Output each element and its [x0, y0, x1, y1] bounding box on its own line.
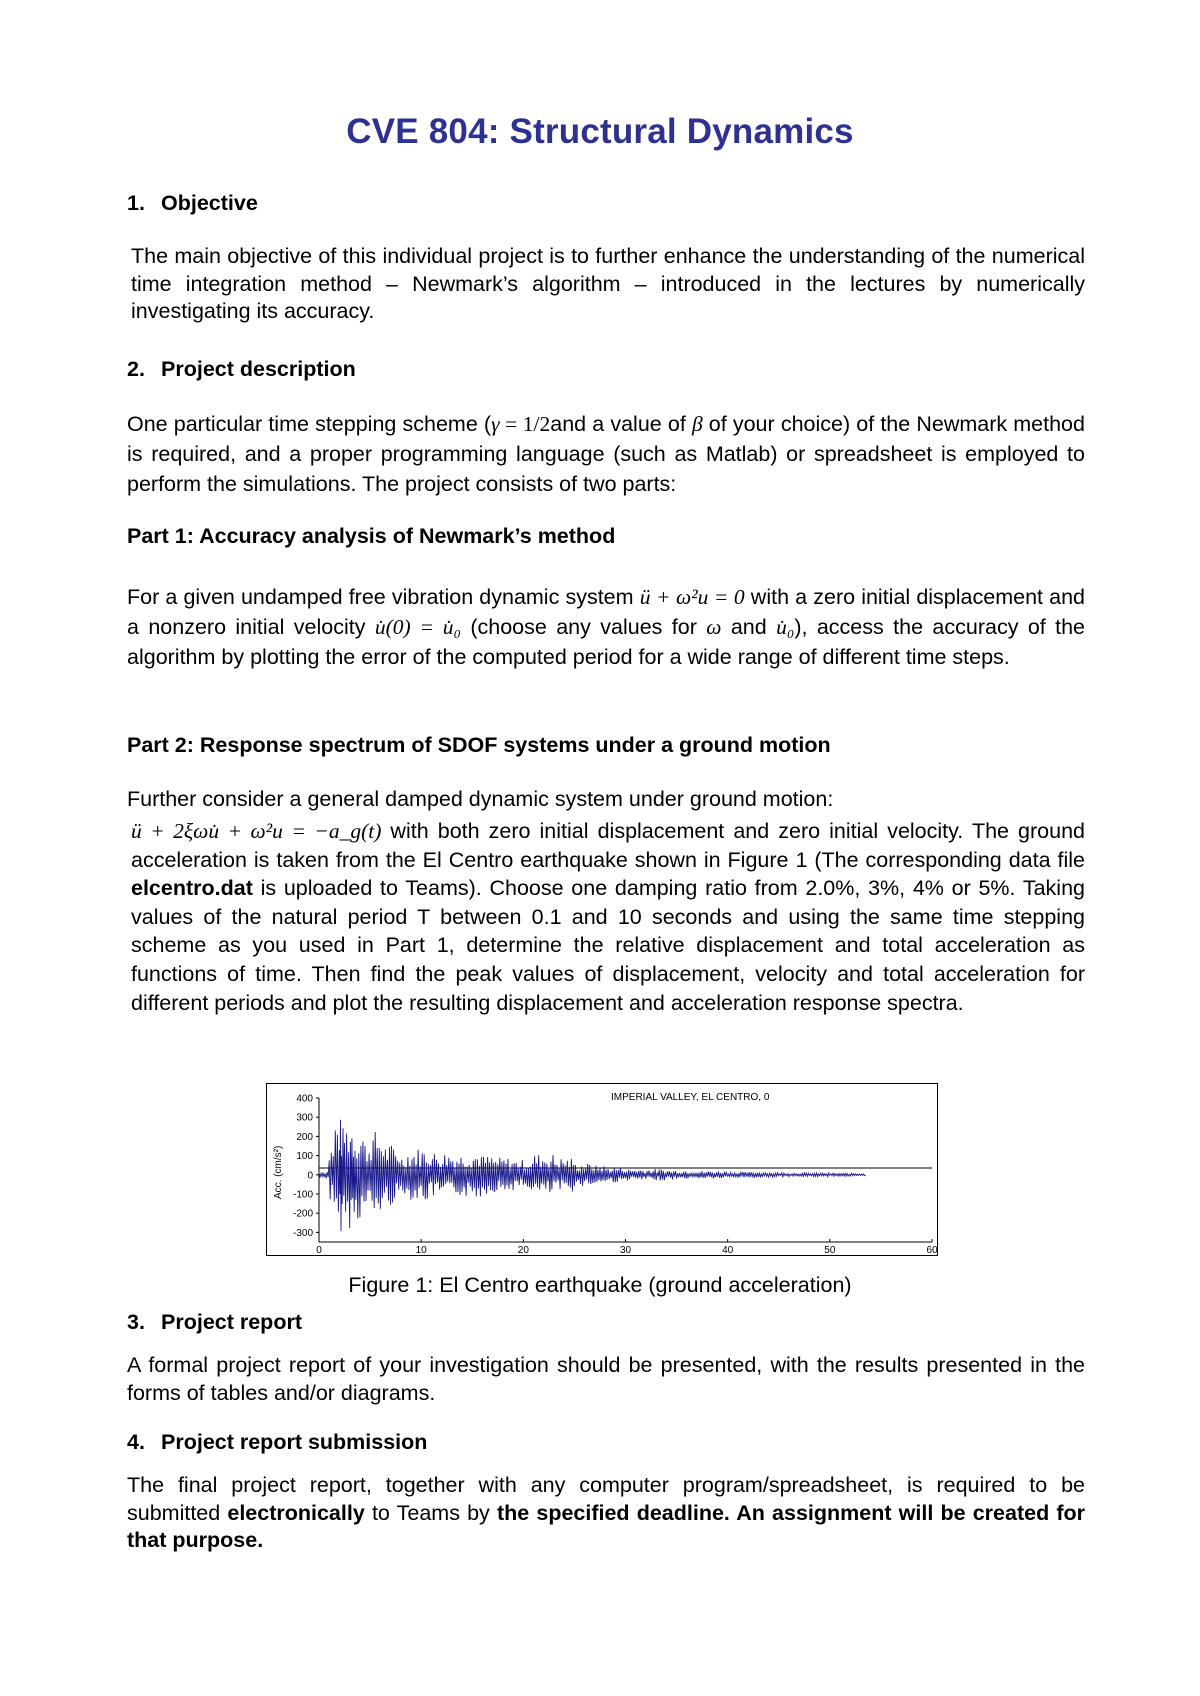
data-file-name: elcentro.dat — [131, 876, 253, 901]
damped-system-equation: ü + 2ξωu̇ + ω²u = −a_g(t) — [131, 819, 382, 843]
y-axis-label: Acc. (cm/s²) — [273, 1145, 284, 1199]
x-tick-label: 30 — [619, 1245, 632, 1256]
part2-intro: Further consider a general damped dynamic system under ground motion: — [127, 787, 834, 811]
part2-paragraph: ü + 2ξωu̇ + ω²u = −a_g(t) with both zero initial displacement and zero initial velocity. The ground acceleration is taken from the El Centro earthquake shown in Figure 1 (The corresponding data file elcentro.dat is uploaded to Teams). Choose one damping ratio from 2.0%, 3%, 4% or 5%. Taking values of the natural period T between 0.1 and 10 seconds and using the same time stepping scheme as you used in Part 1, determine the relative displacement and total acceleration as functions of time. Then find the peak values of displacement, velocity and total acceleration for different periods and plot the resulting displacement and acceleration response spectra. — [131, 819, 1085, 1015]
section-title: Project report submission — [161, 1430, 428, 1454]
section-project-description — [127, 356, 1085, 384]
y-tick-label: 300 — [296, 1112, 313, 1124]
report-paragraph: A formal project report of your investigation should be presented, with the results presented in the forms of tables and/or diagrams. — [127, 1353, 1085, 1405]
section-heading — [127, 190, 1085, 218]
gamma-symbol: γ — [491, 412, 500, 436]
description-paragraph: One particular time stepping scheme (γ = 1/2and a value of β of your choice) of the Newmark method is required, and a proper programming language (such as Matlab) or spreadsheet is employed to perform the simulations. The project consists of two parts: — [127, 412, 1085, 496]
y-tick-label: 200 — [296, 1131, 313, 1143]
section-number: 2. — [127, 357, 145, 381]
y-tick-label: 400 — [296, 1093, 313, 1105]
section-number: 3. — [127, 1310, 145, 1334]
y-tick-label: 0 — [307, 1170, 313, 1182]
initial-velocity-equation: u̇(0) = u̇₀ — [374, 615, 461, 639]
acceleration-chart — [267, 1084, 936, 1254]
x-tick-label: 60 — [926, 1245, 938, 1256]
section-title: Project description — [161, 357, 356, 381]
part1-paragraph: For a given undamped free vibration dynamic system ü + ω²u = 0 with a zero initial displacement and a nonzero initial velocity u̇(0) = u̇₀ (choose any values for ω and u̇₀), access the accuracy of the algorithm by plotting the error of the computed period for a wide range of different time steps. — [127, 585, 1086, 669]
free-vibration-equation: ü + ω²u = 0 — [639, 585, 745, 609]
section-title: Project report — [161, 1310, 302, 1334]
submission-paragraph: The final project report, together with any computer program/spreadsheet, is required to be submitted electronically to Teams by the specified deadline. An assignment will be created for that purpose. — [127, 1473, 1086, 1552]
y-tick-label: 100 — [296, 1151, 313, 1163]
y-ticks — [293, 1094, 319, 1239]
section-number: 1. — [127, 191, 145, 215]
section-objective — [127, 190, 1085, 218]
objective-paragraph: The main objective of this individual project is to further enhance the understanding of the numerical time integration method – Newmark’s algorithm – introduced in the lectures by numerically investigating its accuracy. — [131, 244, 1085, 323]
x-tick-label: 10 — [415, 1245, 427, 1256]
section-project-report — [127, 1309, 1085, 1337]
y-tick-label: -100 — [292, 1189, 313, 1201]
figure-el-centro — [266, 1083, 938, 1256]
part2-heading: Part 2: Response spectrum of SDOF systems under a ground motion — [127, 733, 831, 757]
x-tick-label: 0 — [316, 1245, 322, 1256]
series-line — [319, 1120, 866, 1232]
section-title: Objective — [161, 191, 258, 215]
section-number: 4. — [127, 1430, 145, 1454]
figure-caption: Figure 1: El Centro earthquake (ground acceleration) — [348, 1273, 852, 1297]
beta-symbol: β — [691, 412, 703, 436]
x-tick-label: 50 — [824, 1245, 836, 1256]
section-submission — [127, 1429, 1085, 1457]
page-title: CVE 804: Structural Dynamics — [346, 112, 854, 151]
x-tick-label: 20 — [517, 1245, 529, 1256]
chart-title: IMPERIAL VALLEY, EL CENTRO, 0 — [611, 1092, 770, 1103]
part1-heading: Part 1: Accuracy analysis of Newmark’s method — [127, 524, 616, 548]
y-tick-label: -200 — [292, 1208, 313, 1220]
x-tick-label: 40 — [722, 1245, 734, 1256]
y-tick-label: -300 — [292, 1227, 313, 1239]
